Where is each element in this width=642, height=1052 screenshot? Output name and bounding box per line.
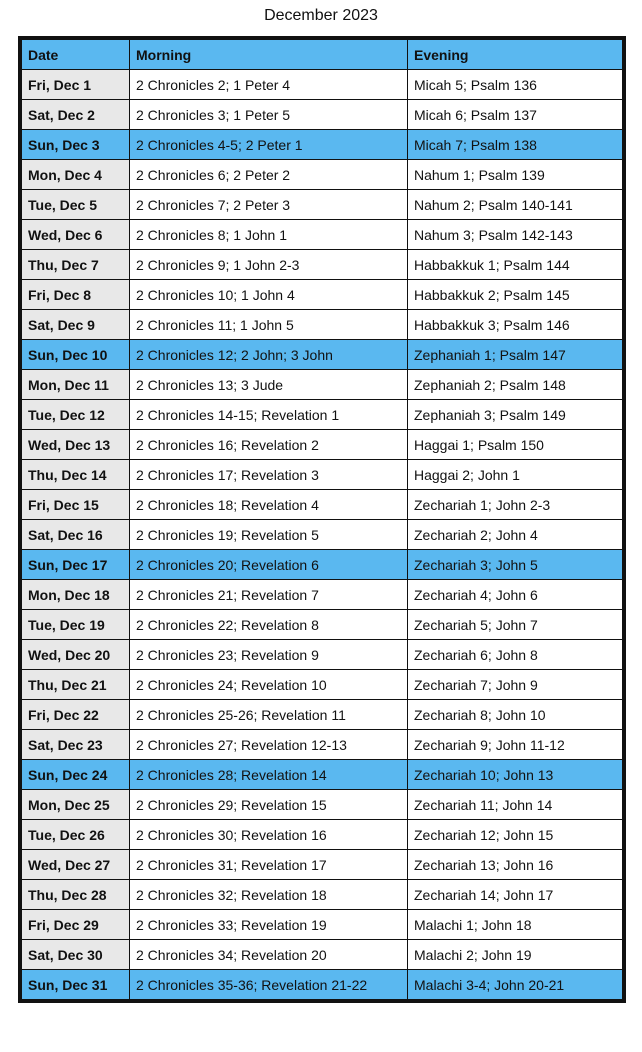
date-cell: Sun, Dec 10 xyxy=(22,340,130,370)
date-cell: Thu, Dec 28 xyxy=(22,880,130,910)
evening-reading-cell: Zechariah 4; John 6 xyxy=(408,580,623,610)
evening-reading-cell: Zechariah 1; John 2-3 xyxy=(408,490,623,520)
table-row xyxy=(22,100,623,130)
morning-reading-cell: 2 Chronicles 30; Revelation 16 xyxy=(130,820,408,850)
table-row xyxy=(22,400,623,430)
table-row xyxy=(22,520,623,550)
morning-reading-cell: 2 Chronicles 24; Revelation 10 xyxy=(130,670,408,700)
morning-reading-cell: 2 Chronicles 16; Revelation 2 xyxy=(130,430,408,460)
table-row xyxy=(22,220,623,250)
table-row xyxy=(22,880,623,910)
reading-table-wrapper xyxy=(18,36,626,1003)
table-row xyxy=(22,130,623,160)
table-row xyxy=(22,580,623,610)
table-row xyxy=(22,730,623,760)
date-cell: Mon, Dec 11 xyxy=(22,370,130,400)
table-row xyxy=(22,370,623,400)
table-row xyxy=(22,250,623,280)
date-cell: Tue, Dec 26 xyxy=(22,820,130,850)
morning-reading-cell: 2 Chronicles 32; Revelation 18 xyxy=(130,880,408,910)
morning-reading-cell: 2 Chronicles 17; Revelation 3 xyxy=(130,460,408,490)
date-cell: Sat, Dec 30 xyxy=(22,940,130,970)
evening-reading-cell: Micah 6; Psalm 137 xyxy=(408,100,623,130)
date-cell: Sat, Dec 2 xyxy=(22,100,130,130)
header-row xyxy=(22,40,623,70)
date-cell: Wed, Dec 20 xyxy=(22,640,130,670)
date-cell: Fri, Dec 1 xyxy=(22,70,130,100)
morning-reading-cell: 2 Chronicles 12; 2 John; 3 John xyxy=(130,340,408,370)
evening-reading-cell: Zephaniah 3; Psalm 149 xyxy=(408,400,623,430)
evening-reading-cell: Zechariah 11; John 14 xyxy=(408,790,623,820)
evening-reading-cell: Haggai 1; Psalm 150 xyxy=(408,430,623,460)
table-row xyxy=(22,460,623,490)
date-cell: Sat, Dec 9 xyxy=(22,310,130,340)
evening-reading-cell: Zechariah 6; John 8 xyxy=(408,640,623,670)
morning-reading-cell: 2 Chronicles 14-15; Revelation 1 xyxy=(130,400,408,430)
morning-reading-cell: 2 Chronicles 20; Revelation 6 xyxy=(130,550,408,580)
date-cell: Sun, Dec 17 xyxy=(22,550,130,580)
morning-reading-cell: 2 Chronicles 3; 1 Peter 5 xyxy=(130,100,408,130)
morning-reading-cell: 2 Chronicles 34; Revelation 20 xyxy=(130,940,408,970)
table-row xyxy=(22,160,623,190)
evening-reading-cell: Zechariah 14; John 17 xyxy=(408,880,623,910)
evening-reading-cell: Habbakkuk 2; Psalm 145 xyxy=(408,280,623,310)
date-cell: Fri, Dec 22 xyxy=(22,700,130,730)
morning-reading-cell: 2 Chronicles 9; 1 John 2-3 xyxy=(130,250,408,280)
table-row xyxy=(22,280,623,310)
reading-plan-table xyxy=(21,39,623,1000)
table-row xyxy=(22,430,623,460)
date-cell: Thu, Dec 14 xyxy=(22,460,130,490)
morning-reading-cell: 2 Chronicles 13; 3 Jude xyxy=(130,370,408,400)
morning-reading-cell: 2 Chronicles 11; 1 John 5 xyxy=(130,310,408,340)
morning-reading-cell: 2 Chronicles 25-26; Revelation 11 xyxy=(130,700,408,730)
morning-reading-cell: 2 Chronicles 18; Revelation 4 xyxy=(130,490,408,520)
morning-reading-cell: 2 Chronicles 4-5; 2 Peter 1 xyxy=(130,130,408,160)
evening-reading-cell: Zechariah 2; John 4 xyxy=(408,520,623,550)
morning-reading-cell: 2 Chronicles 8; 1 John 1 xyxy=(130,220,408,250)
morning-reading-cell: 2 Chronicles 21; Revelation 7 xyxy=(130,580,408,610)
morning-reading-cell: 2 Chronicles 10; 1 John 4 xyxy=(130,280,408,310)
evening-reading-cell: Zechariah 12; John 15 xyxy=(408,820,623,850)
date-cell: Thu, Dec 7 xyxy=(22,250,130,280)
table-row xyxy=(22,190,623,220)
table-body xyxy=(22,70,623,1000)
table-row xyxy=(22,940,623,970)
table-row xyxy=(22,310,623,340)
date-cell: Wed, Dec 13 xyxy=(22,430,130,460)
evening-reading-cell: Zechariah 3; John 5 xyxy=(408,550,623,580)
date-cell: Fri, Dec 15 xyxy=(22,490,130,520)
date-cell: Tue, Dec 19 xyxy=(22,610,130,640)
morning-reading-cell: 2 Chronicles 2; 1 Peter 4 xyxy=(130,70,408,100)
date-cell: Mon, Dec 4 xyxy=(22,160,130,190)
morning-reading-cell: 2 Chronicles 33; Revelation 19 xyxy=(130,910,408,940)
table-row xyxy=(22,970,623,1000)
table-row xyxy=(22,70,623,100)
morning-reading-cell: 2 Chronicles 29; Revelation 15 xyxy=(130,790,408,820)
date-cell: Tue, Dec 5 xyxy=(22,190,130,220)
evening-reading-cell: Micah 5; Psalm 136 xyxy=(408,70,623,100)
date-cell: Fri, Dec 8 xyxy=(22,280,130,310)
table-row xyxy=(22,760,623,790)
table-row xyxy=(22,490,623,520)
date-cell: Wed, Dec 6 xyxy=(22,220,130,250)
table-row xyxy=(22,610,623,640)
table-row xyxy=(22,820,623,850)
date-cell: Mon, Dec 25 xyxy=(22,790,130,820)
morning-reading-cell: 2 Chronicles 19; Revelation 5 xyxy=(130,520,408,550)
header-date: Date xyxy=(22,40,130,70)
morning-reading-cell: 2 Chronicles 7; 2 Peter 3 xyxy=(130,190,408,220)
evening-reading-cell: Malachi 2; John 19 xyxy=(408,940,623,970)
evening-reading-cell: Nahum 2; Psalm 140-141 xyxy=(408,190,623,220)
date-cell: Sun, Dec 31 xyxy=(22,970,130,1000)
table-row xyxy=(22,640,623,670)
morning-reading-cell: 2 Chronicles 27; Revelation 12-13 xyxy=(130,730,408,760)
date-cell: Sun, Dec 3 xyxy=(22,130,130,160)
table-row xyxy=(22,670,623,700)
evening-reading-cell: Zechariah 9; John 11-12 xyxy=(408,730,623,760)
date-cell: Sat, Dec 23 xyxy=(22,730,130,760)
evening-reading-cell: Malachi 1; John 18 xyxy=(408,910,623,940)
date-cell: Thu, Dec 21 xyxy=(22,670,130,700)
evening-reading-cell: Habbakkuk 3; Psalm 146 xyxy=(408,310,623,340)
table-row xyxy=(22,850,623,880)
evening-reading-cell: Nahum 1; Psalm 139 xyxy=(408,160,623,190)
morning-reading-cell: 2 Chronicles 23; Revelation 9 xyxy=(130,640,408,670)
morning-reading-cell: 2 Chronicles 28; Revelation 14 xyxy=(130,760,408,790)
evening-reading-cell: Zephaniah 2; Psalm 148 xyxy=(408,370,623,400)
evening-reading-cell: Habbakkuk 1; Psalm 144 xyxy=(408,250,623,280)
date-cell: Mon, Dec 18 xyxy=(22,580,130,610)
table-row xyxy=(22,700,623,730)
header-evening: Evening xyxy=(408,40,623,70)
date-cell: Wed, Dec 27 xyxy=(22,850,130,880)
evening-reading-cell: Zechariah 8; John 10 xyxy=(408,700,623,730)
evening-reading-cell: Zechariah 10; John 13 xyxy=(408,760,623,790)
date-cell: Tue, Dec 12 xyxy=(22,400,130,430)
morning-reading-cell: 2 Chronicles 6; 2 Peter 2 xyxy=(130,160,408,190)
header-morning: Morning xyxy=(130,40,408,70)
date-cell: Sun, Dec 24 xyxy=(22,760,130,790)
morning-reading-cell: 2 Chronicles 35-36; Revelation 21-22 xyxy=(130,970,408,1000)
evening-reading-cell: Zechariah 13; John 16 xyxy=(408,850,623,880)
table-header xyxy=(22,40,623,70)
evening-reading-cell: Nahum 3; Psalm 142-143 xyxy=(408,220,623,250)
evening-reading-cell: Zechariah 5; John 7 xyxy=(408,610,623,640)
morning-reading-cell: 2 Chronicles 22; Revelation 8 xyxy=(130,610,408,640)
evening-reading-cell: Micah 7; Psalm 138 xyxy=(408,130,623,160)
table-row xyxy=(22,340,623,370)
evening-reading-cell: Haggai 2; John 1 xyxy=(408,460,623,490)
page-title: December 2023 xyxy=(264,7,378,24)
morning-reading-cell: 2 Chronicles 31; Revelation 17 xyxy=(130,850,408,880)
evening-reading-cell: Zephaniah 1; Psalm 147 xyxy=(408,340,623,370)
date-cell: Fri, Dec 29 xyxy=(22,910,130,940)
evening-reading-cell: Zechariah 7; John 9 xyxy=(408,670,623,700)
table-row xyxy=(22,790,623,820)
table-row xyxy=(22,550,623,580)
evening-reading-cell: Malachi 3-4; John 20-21 xyxy=(408,970,623,1000)
table-row xyxy=(22,910,623,940)
date-cell: Sat, Dec 16 xyxy=(22,520,130,550)
